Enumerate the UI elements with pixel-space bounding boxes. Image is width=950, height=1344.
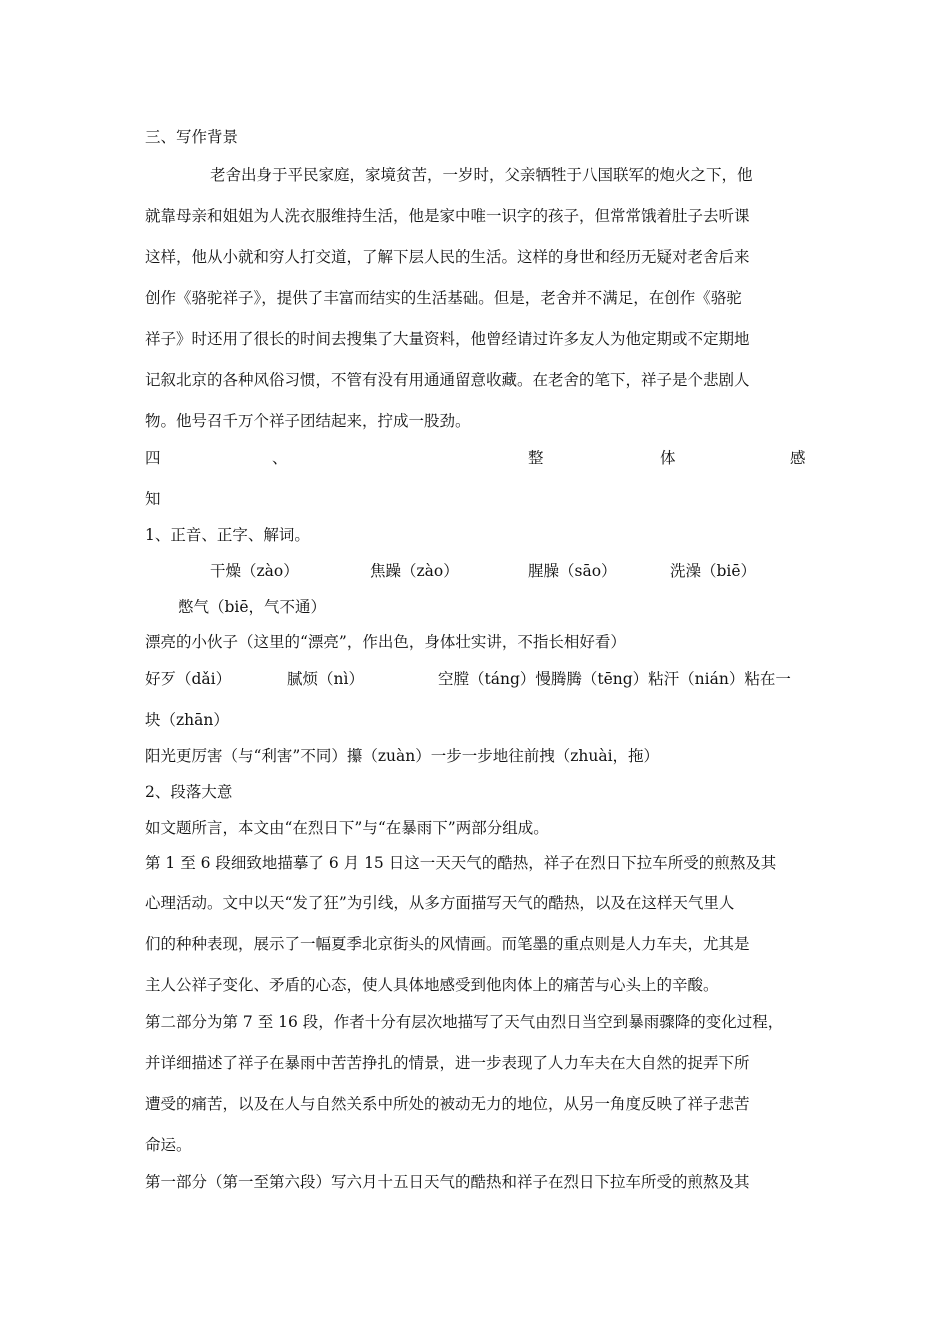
paragraph-line: 心理活动。文中以天“发了狂”为引线，从多方面描写天气的酷热，以及在这样天气里人 xyxy=(145,894,735,912)
paragraph-line: 祥子》时还用了很长的时间去搜集了大量资料，他曾经请过许多友人为他定期或不定期地 xyxy=(145,330,750,348)
heading-char: 知 xyxy=(145,490,161,508)
vocab-entry: 憋气（biē，气不通） xyxy=(178,598,327,616)
vocab-entry: 漂亮的小伙子（这里的“漂亮”，作出色，身体壮实讲，不指长相好看） xyxy=(145,633,626,651)
vocab-entry: 焦躁（zào） xyxy=(370,562,459,580)
vocab-entry: 洗澡（biē） xyxy=(670,562,757,580)
paragraph-line: 就靠母亲和姐姐为人洗衣服维持生活，他是家中唯一识字的孩子，但常常饿着肚子去听课 xyxy=(145,207,750,225)
heading-char: 体 xyxy=(660,449,676,467)
vocab-entry: 阳光更厉害（与“利害”不同）攥（zuàn）一步一步地往前拽（zhuài，拖） xyxy=(145,747,660,765)
paragraph-line: 遭受的痛苦，以及在人与自然关系中所处的被动无力的地位，从另一角度反映了祥子悲苦 xyxy=(145,1095,750,1113)
vocab-entry: 腥臊（sāo） xyxy=(528,562,617,580)
heading-char: 、 xyxy=(272,449,288,467)
heading-char: 四 xyxy=(145,449,161,467)
vocab-entry: 好歹（dǎi） xyxy=(145,670,232,688)
paragraph-line: 老舍出身于平民家庭，家境贫苦，一岁时，父亲牺牲于八国联军的炮火之下，他 xyxy=(210,166,753,184)
section-heading-writing-background: 三、写作背景 xyxy=(145,128,239,146)
paragraph-line: 第一部分（第一至第六段）写六月十五日天气的酷热和祥子在烈日下拉车所受的煎熬及其 xyxy=(145,1173,750,1191)
paragraph-line: 创作《骆驼祥子》，提供了丰富而结实的生活基础。但是，老舍并不满足，在创作《骆驼 xyxy=(145,289,742,307)
vocab-entry: 空膛（táng）慢腾腾（tēng）粘汗（nián）粘在一 xyxy=(438,670,791,688)
paragraph-line: 主人公祥子变化、矛盾的心态，使人具体地感受到他肉体上的痛苦与心头上的辛酸。 xyxy=(145,976,719,994)
item-title: 1、正音、正字、解词。 xyxy=(145,526,310,544)
vocab-entry: 块（zhān） xyxy=(145,711,229,729)
paragraph-line: 命运。 xyxy=(145,1136,192,1154)
paragraph-line: 第二部分为第 7 至 16 段，作者十分有层次地描写了天气由烈日当空到暴雨骤降的变化过程， xyxy=(145,1013,784,1031)
item-title: 2、段落大意 xyxy=(145,783,233,801)
paragraph-line: 记叙北京的各种风俗习惯，不管有没有用通通留意收藏。在老舍的笔下，祥子是个悲剧人 xyxy=(145,371,750,389)
paragraph-line: 并详细描述了祥子在暴雨中苦苦挣扎的情景，进一步表现了人力车夫在大自然的捉弄下所 xyxy=(145,1054,750,1072)
heading-char: 感 xyxy=(790,449,806,467)
paragraph-line: 们的种种表现，展示了一幅夏季北京街头的风情画。而笔墨的重点则是人力车夫，尤其是 xyxy=(145,935,750,953)
paragraph-line: 第 1 至 6 段细致地描摹了 6 月 15 日这一天天气的酷热，祥子在烈日下拉车所受的煎熬及其 xyxy=(145,854,777,872)
paragraph-line: 物。他号召千万个祥子团结起来，拧成一股劲。 xyxy=(145,412,471,430)
heading-char: 整 xyxy=(528,449,544,467)
vocab-entry: 干燥（zào） xyxy=(210,562,299,580)
paragraph-line: 这样，他从小就和穷人打交道，了解下层人民的生活。这样的身世和经历无疑对老舍后来 xyxy=(145,248,750,266)
vocab-entry: 腻烦（nì） xyxy=(287,670,364,688)
paragraph-line: 如文题所言，本文由“在烈日下”与“在暴雨下”两部分组成。 xyxy=(145,819,549,837)
